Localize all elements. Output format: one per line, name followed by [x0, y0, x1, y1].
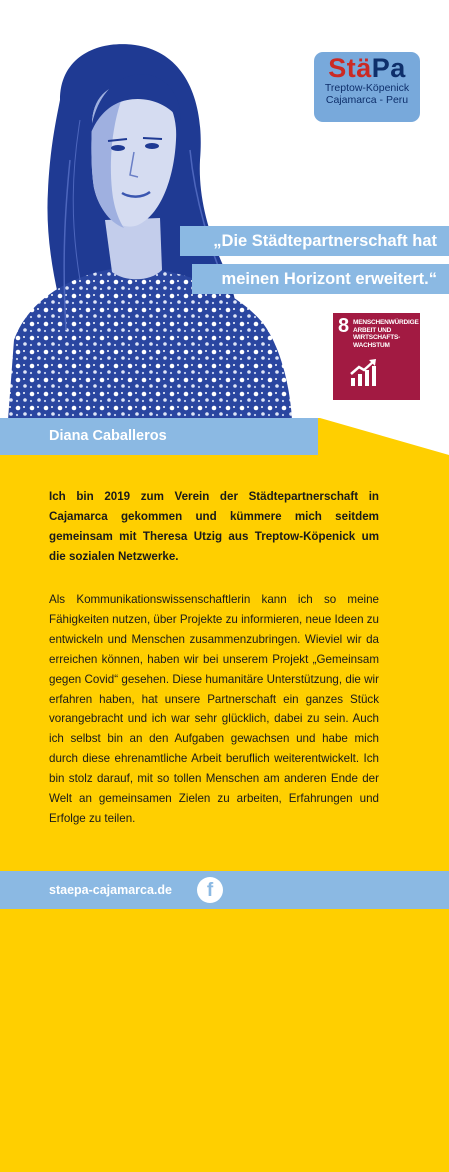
- growth-chart-icon: [349, 358, 379, 388]
- quote-line-2: meinen Horizont erweitert.“: [192, 264, 449, 294]
- sdg-number: 8: [338, 315, 350, 337]
- logo-line1: Treptow-Köpenick: [324, 82, 410, 94]
- logo-line2: Cajamarca - Peru: [325, 94, 409, 106]
- sdg-text: MENSCHENWÜRDIGE ARBEIT UND WIRTSCHAFTS-WACHSTUM: [353, 319, 419, 349]
- footer-bar: [0, 871, 449, 909]
- intro-paragraph: Ich bin 2019 zum Verein der Städtepartnerschaft in Cajamarca gekommen und kümmere mich seitdem gemeinsam mit Theresa Utzig aus Treptow-Köpenick um die sozialen Netzwerke.: [49, 490, 379, 563]
- quote-line-1: „Die Städtepartnerschaft hat: [180, 226, 449, 256]
- body-paragraph: Als Kommunikationswissenschaftlerin kann ich so meine Fähigkeiten nutzen, über Projekte zu informieren, neue Ideen zu entwickeln und Menschen zusammenzubringen. Wieviel wir da erreichen können, haben wir bei unserem Projekt „Gemeinsam gegen Covid“ gesehen. Diese humanitäre Unterstützung, die wir erfahren haben, hat unsere Partnerschaft ein ganzes Stück vorangebracht und ich war sehr glücklich, dabei zu sein. Auch ich selbst bin an den Aufgaben gewachsen und habe mich durch diese ehrenamtliche Arbeit beruflich weiterentwickelt. Ich bin stolz darauf, mit so tollen Menschen am anderen Ende der Welt an gemeinsamen Zielen zu arbeiten, Erfahrungen und Erfolge zu teilen.: [49, 593, 379, 825]
- name-banner: Diana Caballeros: [0, 418, 318, 455]
- facebook-icon[interactable]: f: [197, 877, 223, 903]
- staepa-logo: [314, 52, 420, 122]
- logo-wordmark: StäPa: [328, 53, 406, 83]
- sdg-badge: [333, 313, 420, 400]
- website-link[interactable]: staepa-cajamarca.de: [49, 883, 172, 897]
